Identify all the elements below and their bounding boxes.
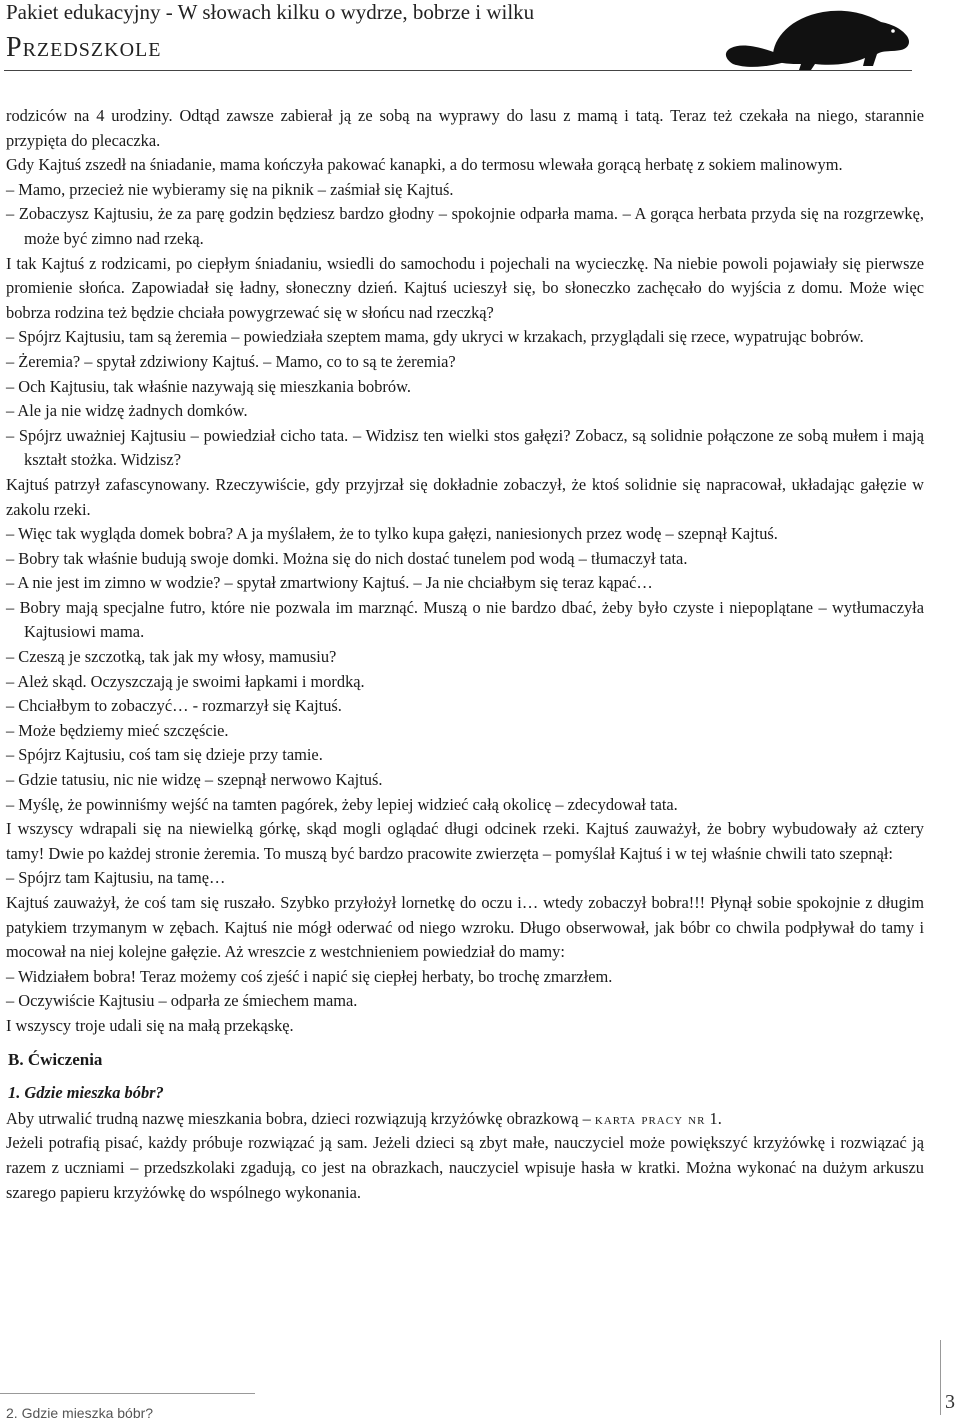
- dialog-line: – Mamo, przecież nie wybieramy się na piknik – zaśmiał się Kajtuś.: [6, 179, 454, 199]
- dialog-line: – Zobaczysz Kajtusiu, że za parę godzin będziesz bardzo głodny – spokojnie odparła mama. – A gorąca herbata przyda się na rozgrzewkę, może być zimno nad rzeką.: [6, 204, 924, 248]
- exercise-heading: 1. Gdzie mieszka bóbr?: [8, 1083, 164, 1103]
- dialog-line: – Ale ja nie widzę żadnych domków.: [6, 401, 248, 421]
- dialog-line: – Spójrz Kajtusiu, tam są żeremia – powiedziała szeptem mama, gdy ukryci w krzakach, przyglądali się rzece, wypatrując bobrów.: [6, 327, 864, 347]
- dialog-line: – Widziałem bobra! Teraz możemy coś zjeść i napić się ciepłej herbaty, bo trochę zmarzłem.: [6, 966, 613, 986]
- dialog-line: – Bobry tak właśnie budują swoje domki. Można się do nich dostać tunelem pod wodą – tłumaczył tata.: [6, 548, 688, 568]
- paragraph: Gdy Kajtuś zszedł na śniadanie, mama kończyła pakować kanapki, a do termosu wlewała gorącą herbatę z sokiem malinowym.: [6, 155, 843, 175]
- paragraph: rodziców na 4 urodziny. Odtąd zawsze zabierał ją ze sobą na wyprawy do lasu z mamą i tatą. Teraz też czekała na niego, starannie przypięta do plecaczka.: [6, 106, 924, 150]
- beaver-icon: [715, 4, 915, 70]
- dialog-line: – Spójrz Kajtusiu, coś tam się dzieje przy tamie.: [6, 745, 323, 765]
- main-content: [6, 104, 924, 1205]
- section-heading: B. Ćwiczenia: [8, 1049, 103, 1069]
- dialog-line: – Żeremia? – spytał zdziwiony Kajtuś. – Mamo, co to są te żeremia?: [6, 351, 456, 371]
- paragraph: I wszyscy wdrapali się na niewielką górkę, skąd mogli oglądać długi odcinek rzeki. Kajtuś zauważył, że bobry wybudowały aż cztery tamy! Dwie po każdej stronie żeremia. To muszą być bardzo pracowite zwierzęta – pomyślał Kajtuś i w tej właśnie chwili tato szepnął:: [6, 819, 924, 863]
- worksheet-reference: karta pracy nr: [594, 1108, 706, 1128]
- dialog-line: – Więc tak wygląda domek bobra? A ja myślałem, że to tylko kupa gałęzi, naniesionych przez wodę – szepnął Kajtuś.: [6, 524, 778, 544]
- dialog-line: – Czeszą je szczotką, tak jak my włosy, mamusiu?: [6, 647, 337, 667]
- dialog-line: – Bobry mają specjalne futro, które nie pozwala im marznąć. Muszą o nie bardzo dbać, żeby było czyste i niepoplątane – wytłumaczyła Kajtusiowi mama.: [6, 597, 924, 642]
- exercise-body: Jeżeli potrafią pisać, każdy próbuje rozwiązać ją sam. Jeżeli dzieci są zbyt małe, nauczyciel może powiększyć krzyżówkę i rozwiązać ją razem z uczniami – przedszkolaki zgadują, co jest na obrazkach, nauczyciel wpisuje hasła w kratki. Można wykonać na dużym arkuszu szarego papieru krzyżówkę do wspólnego wykonania.: [6, 1133, 924, 1202]
- page-number-divider: [940, 1340, 941, 1415]
- dialog-line: – Może będziemy mieć szczęście.: [6, 720, 229, 740]
- dialog-line: – A nie jest im zimno w wodzie? – spytał zmartwiony Kajtuś. – Ja nie chciałbym się teraz kąpać…: [6, 573, 653, 593]
- dialog-line: – Gdzie tatusiu, nic nie widzę – szepnął nerwowo Kajtuś.: [6, 770, 383, 790]
- paragraph: Kajtuś zauważył, że coś tam się ruszało. Szybko przyłożył lornetkę do oczu i… wtedy zobaczył bobra!!! Płynął sobie spokojnie z długim patykiem trzymanym w zębach. Kajtuś nie mógł oderwać od niego wzroku. Długo obserwował, jak bóbr co chwila podpływał do tamy i mocował na niej kolejne gałęzie. Aż wreszcie z westchnieniem powiedział do mamy:: [6, 893, 924, 962]
- dialog-line: – Myślę, że powinniśmy wejść na tamten pagórek, żeby lepiej widzieć całą okolicę – zdecydował tata.: [6, 794, 678, 814]
- dialog-line: – Spójrz uważniej Kajtusiu – powiedział cicho tata. – Widzisz ten wielki stos gałęzi? Zobacz, są solidnie połączone ze sobą mułem i mają kształt stożka. Widzisz?: [6, 425, 924, 470]
- paragraph: I tak Kajtuś z rodzicami, po ciepłym śniadaniu, wsiedli do samochodu i pojechali na wycieczkę. Na niebie powoli pojawiały się pierwsze promienie słońca. Zapowiadał się ładny, słoneczny dzień. Kajtuś ucieszył się, bo słoneczko zachęcało do wyjścia z domu. Może więc bobrza rodzina też będzie chciała powygrzewać się w słońcu nad rzeczką?: [6, 253, 924, 322]
- page-number: 3: [945, 1391, 955, 1413]
- exercise-intro: [6, 1107, 924, 1132]
- dialog-line: – Spójrz tam Kajtusiu, na tamę…: [6, 868, 226, 888]
- header-title: Pakiet edukacyjny - W słowach kilku o wydrze, bobrze i wilku: [6, 0, 535, 24]
- dialog-line: – Och Kajtusiu, tak właśnie nazywają się mieszkania bobrów.: [6, 376, 411, 396]
- header-rule: [4, 70, 912, 71]
- exercise-intro-text: Aby utrwalić trudną nazwę mieszkania bobra, dzieci rozwiązują krzyżówkę obrazkową –: [6, 1108, 595, 1128]
- paragraph: I wszyscy troje udali się na małą przekąskę.: [6, 1015, 294, 1035]
- dialog-line: – Ależ skąd. Oczyszczają je swoimi łapkami i mordką.: [6, 671, 365, 691]
- footer-divider: [0, 1393, 255, 1394]
- dialog-line: – Oczywiście Kajtusiu – odparła ze śmiechem mama.: [6, 991, 358, 1011]
- dialog-line: – Chciałbym to zobaczyć… - rozmarzył się Kajtuś.: [6, 696, 342, 716]
- header-section: Przedszkole: [6, 32, 162, 63]
- footer-next-title: 2. Gdzie mieszka bóbr?: [6, 1405, 154, 1421]
- page-header: [0, 0, 960, 80]
- exercise-intro-end: 1.: [705, 1108, 722, 1128]
- paragraph: Kajtuś patrzył zafascynowany. Rzeczywiście, gdy przyjrzał się dokładnie zobaczył, że ktoś solidnie się napracował, układając gałęzie w zakolu rzeki.: [6, 474, 924, 519]
